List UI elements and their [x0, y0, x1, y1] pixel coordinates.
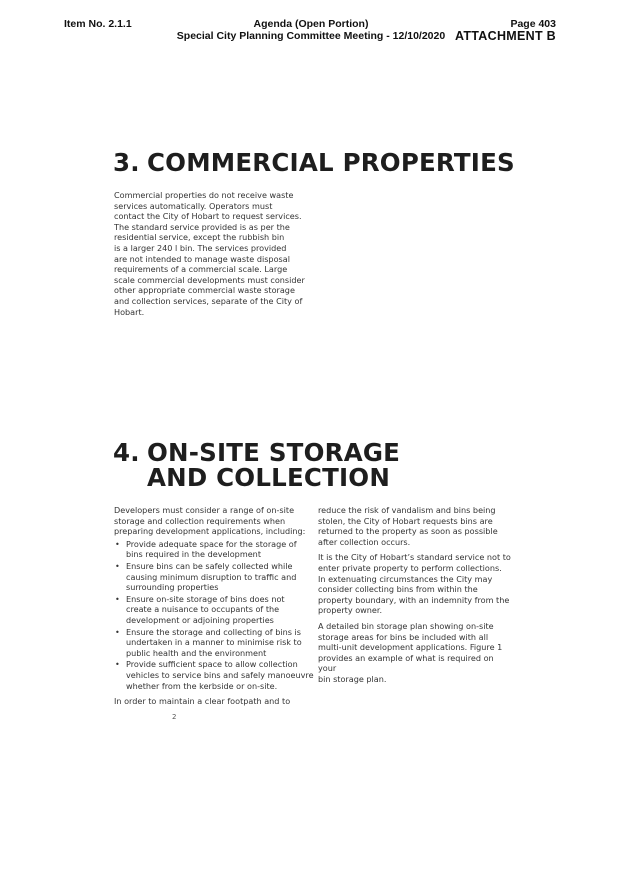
body-line: contact the City of Hobart to request services. [114, 211, 302, 222]
section-3-title: COMMERCIAL PROPERTIES [147, 148, 515, 177]
bullet-icon: • [115, 593, 120, 604]
body-line: are not intended to manage waste disposal [114, 253, 290, 264]
body-line: and collection services, separate of the City of [114, 295, 303, 306]
list-line: causing minimum disruption to traffic and [126, 571, 297, 582]
body-line: is a larger 240 l bin. The services provided [114, 242, 287, 253]
body-line: requirements of a commercial scale. Large [114, 264, 288, 275]
body-line: other appropriate commercial waste storage [114, 285, 295, 296]
section-3-body [114, 190, 306, 317]
body-line: preparing development applications, including: [114, 526, 306, 537]
body-line: scale commercial developments must consider [114, 274, 305, 285]
body-line: It is the City of Hobart’s standard service not to [318, 552, 511, 563]
list-item [114, 539, 314, 560]
body-line: property owner. [318, 605, 383, 616]
page-number: 2 [172, 713, 177, 721]
body-line: property boundary, with an indemnity from the [318, 594, 510, 605]
list-item [114, 659, 314, 691]
bullet-icon: • [115, 560, 120, 571]
section-3-heading [113, 150, 515, 175]
body-line: provides an example of what is required on your [318, 652, 494, 674]
list-line: undertaken in a manner to minimise risk to [126, 637, 302, 648]
list-line: Ensure the storage and collecting of bins is [126, 626, 302, 637]
section-4-number: 4. [113, 438, 140, 467]
list-line: Ensure bins can be safely collected while [126, 560, 293, 571]
section-4-left-column [114, 505, 314, 707]
body-line: returned to the property as soon as possible [318, 526, 498, 537]
list-line: create a nuisance to occupants of the [126, 604, 280, 615]
list-line: whether from the kerbside or on-site. [126, 680, 278, 691]
body-line: residential service, except the rubbish bin [114, 232, 285, 243]
body-line: Developers must consider a range of on-site [114, 505, 295, 515]
body-line: bin storage plan. [318, 673, 387, 684]
page-label: Page 403 [510, 18, 556, 30]
list-line: public health and the environment [126, 647, 267, 658]
section-4-heading [113, 440, 400, 490]
section-3-number: 3. [113, 148, 140, 177]
body-line: The standard service provided is as per the [114, 221, 290, 232]
body-line: storage areas for bins be included with all [318, 631, 489, 642]
list-line: Ensure on-site storage of bins does not [126, 593, 285, 604]
section-4-title-line-2: AND COLLECTION [147, 463, 391, 492]
list-line: Provide adequate space for the storage of [126, 538, 297, 549]
list-item [114, 627, 314, 659]
bullet-icon: • [115, 626, 120, 637]
intro-paragraph [114, 505, 314, 537]
body-line: In extenuating circumstances the City may [318, 573, 493, 584]
bullet-icon: • [115, 538, 120, 549]
section-4-title-line-1: ON-SITE STORAGE [147, 438, 401, 467]
closing-line: In order to maintain a clear footpath and to [114, 696, 291, 707]
body-line: services automatically. Operators must [114, 200, 273, 211]
list-line: surrounding properties [126, 582, 219, 593]
body-line: A detailed bin storage plan showing on-site [318, 620, 494, 631]
body-line: Hobart. [114, 306, 145, 317]
paragraph [318, 505, 514, 547]
list-line: Provide sufficient space to allow collection [126, 659, 298, 670]
list-line: vehicles to service bins and safely manoeuvre [126, 669, 314, 680]
page-header-right [455, 18, 556, 42]
section-4-right-column [318, 505, 514, 690]
section-4-title [147, 440, 400, 490]
body-line: Commercial properties do not receive waste [114, 190, 294, 200]
list-item [114, 594, 314, 626]
body-line: after collection occurs. [318, 536, 411, 547]
body-line: storage and collection requirements when [114, 515, 286, 526]
paragraph [318, 621, 514, 685]
agenda-title: Agenda (Open Portion) [253, 18, 369, 30]
body-line: stolen, the City of Hobart requests bins are [318, 515, 493, 526]
list-line: bins required in the development [126, 549, 261, 560]
requirements-list [114, 539, 314, 691]
attachment-label: ATTACHMENT B [454, 29, 556, 43]
body-line: enter private property to perform collections. [318, 562, 502, 573]
body-line: multi-unit development applications. Figure 1 [318, 642, 503, 653]
list-item [114, 561, 314, 593]
list-line: development or adjoining properties [126, 614, 274, 625]
body-line: consider collecting bins from within the [318, 584, 478, 595]
meeting-line: Special City Planning Committee Meeting - 12/10/2020 [176, 30, 446, 42]
paragraph [318, 552, 514, 616]
bullet-icon: • [115, 659, 120, 670]
body-line: reduce the risk of vandalism and bins being [318, 505, 496, 515]
item-number: Item No. 2.1.1 [64, 18, 132, 30]
